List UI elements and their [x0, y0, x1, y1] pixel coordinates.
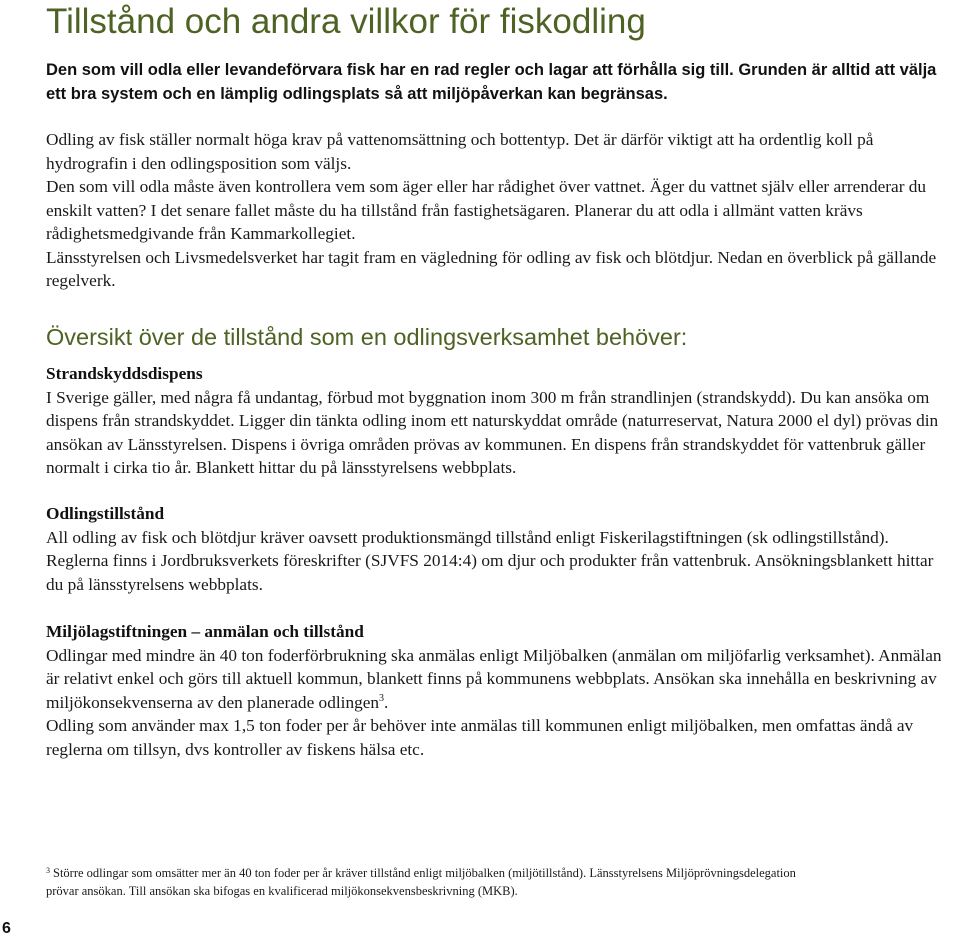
section-text: [46, 644, 951, 715]
intro-body: [46, 128, 951, 293]
page-number: 6: [2, 920, 11, 937]
section-text-end: .: [384, 692, 389, 712]
page-title: Tillstånd och andra villkor för fiskodling: [46, 2, 646, 41]
section-heading: Översikt över de tillstånd som en odlingsverksamhet behöver:: [46, 324, 688, 350]
section-text: Odling som använder max 1,5 ton foder per år behöver inte anmälas till kommunen enligt miljöbalken, men omfattas ändå av reglerna om tillsyn, dvs kontroller av fiskens hälsa etc.: [46, 716, 914, 759]
body-paragraph: Odling av fisk ställer normalt höga krav på vattenomsättning och bottentyp. Det är därför viktigt att ha ordentlig koll på hydrografin i den odlingsposition som väljs.: [46, 130, 874, 173]
body-paragraph: Den som vill odla måste även kontrollera vem som äger eller har rådighet över vattnet. Äger du vattnet själv eller arrenderar du enskilt vatten? I det senare fallet måste du ha tillstånd från fastighetsägaren. Planerar du att odla i allmänt vatten krävs rådighetsmedgivande från Kammarkollegiet.: [46, 177, 927, 243]
footnote-reference: 3: [379, 692, 385, 704]
footnote: [46, 862, 806, 900]
intro-paragraph: Den som vill odla eller levandeförvara fisk har en rad regler och lagar att förhålla sig till. Grunden är alltid att välja ett bra system och en lämplig odlingsplats så att miljöpåverkan kan begränsas.: [46, 61, 937, 103]
body-paragraph: Länsstyrelsen och Livsmedelsverket har tagit fram en vägledning för odling av fisk och blötdjur. Nedan en överblick på gällande regelverk.: [46, 247, 937, 290]
section-text: I Sverige gäller, med några få undantag, förbud mot byggnation inom 300 m från strandlinjen (strandskydd). Du kan ansöka om dispens från strandskyddet. Ligger din tänkta odling inom ett naturskyddat område (naturreservat, Natura 2000 el dyl) prövas din ansökan av Länsstyrelsen. Dispens i övriga områden prövas av kommunen. En dispens från strandskyddet för vattenbruk gäller normalt i cirka tio år. Blankett hittar du på länsstyrelsens webbplats.: [46, 387, 939, 477]
section-title: Odlingstillstånd: [46, 504, 165, 523]
section-miljolagstiftning: [46, 620, 951, 761]
section-text-part: Odlingar med mindre än 40 ton foderförbrukning ska anmälas enligt Miljöbalken (anmälan om miljöfarlig verksamhet). Anmälan är relativt enkel och görs till aktuell kommun, blankett finns på kommunens webbplats. Ansökan ska innehålla en beskrivning av miljökonsekvenserna av den planerade odlingen: [46, 645, 942, 712]
section-strandskydd: [46, 362, 951, 480]
section-title: Strandskyddsdispens: [46, 364, 203, 383]
section-title: Miljölagstiftningen – anmälan och tillstånd: [46, 622, 364, 641]
section-odlingstillstand: [46, 502, 951, 596]
section-text: All odling av fisk och blötdjur kräver oavsett produktionsmängd tillstånd enligt Fiskerilagstiftningen (sk odlingstillstånd). Reglerna finns i Jordbruksverkets föreskrifter (SJVFS 2014:4) om djur och produkter från vattenbruk. Ansökningsblankett hittar du på länsstyrelsens webbplats.: [46, 527, 934, 594]
footnote-mark: 3: [46, 866, 50, 875]
footnote-text: Större odlingar som omsätter mer än 40 ton foder per år kräver tillstånd enligt miljöbalken (miljötillstånd). Länsstyrelsens Miljöprövningsdelegation prövar ansökan. Till ansökan ska bifogas en kvalificerad miljökonsekvensbeskrivning (MKB).: [46, 866, 796, 898]
